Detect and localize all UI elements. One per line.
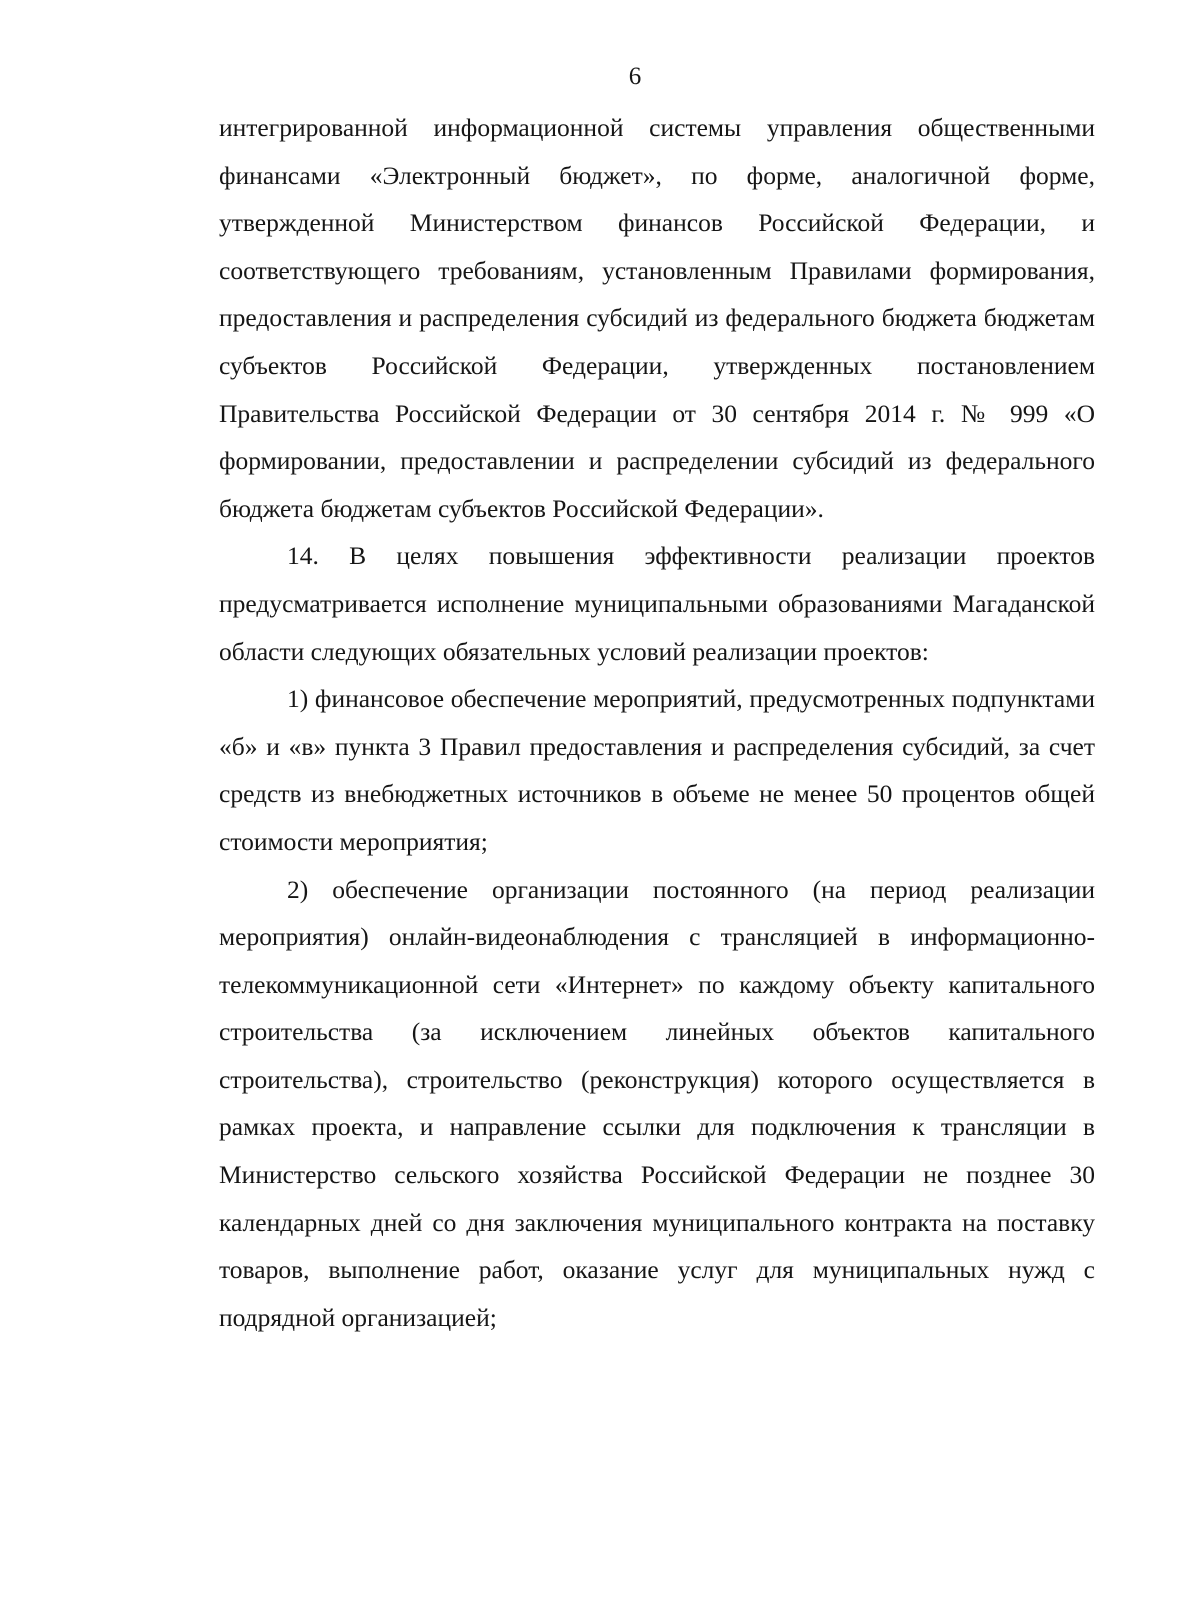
paragraph-item-14: 14. В целях повышения эффективности реализации проектов предусматривается исполнение муниципальными образованиями Магаданской области следующих обязательных условий реализации проектов: <box>219 541 1095 666</box>
paragraph-subitem-2: 2) обеспечение организации постоянного (на период реализации мероприятия) онлайн-видеонаблюдения с трансляцией в информационно-телекоммуникационной сети «Интернет» по каждому объекту капитального строительства (за исключением линейных объектов капитального строительства), строительство (реконструкция) которого осуществляется в рамках проекта, и направление ссылки для подключения к трансляции в Министерство сельского хозяйства Российской Федерации не позднее 30 календарных дней со дня заключения муниципального контракта на поставку товаров, выполнение работ, оказание услуг для муниципальных нужд с подрядной организацией; <box>219 874 1095 1332</box>
document-body <box>219 104 1095 1341</box>
page-number: 6 <box>628 63 642 90</box>
paragraph-continuation: интегрированной информационной системы управления общественными финансами «Электронный бюджет», по форме, аналогичной форме, утвержденной Министерством финансов Российской Федерации, и соответствующего требованиям, установленным Правилами формирования, предоставления и распределения субсидий из федерального бюджета бюджетам субъектов Российской Федерации, утвержденных постановлением Правительства Российской Федерации от 30 сентября 2014 г. № 999 «О формировании, предоставлении и распределении субсидий из федерального бюджета бюджетам субъектов Российской Федерации». <box>219 113 1095 523</box>
paragraph-subitem-1: 1) финансовое обеспечение мероприятий, предусмотренных подпунктами «б» и «в» пункта 3 Правил предоставления и распределения субсидий, за счет средств из внебюджетных источников в объеме не менее 50 процентов общей стоимости мероприятия; <box>219 684 1095 856</box>
